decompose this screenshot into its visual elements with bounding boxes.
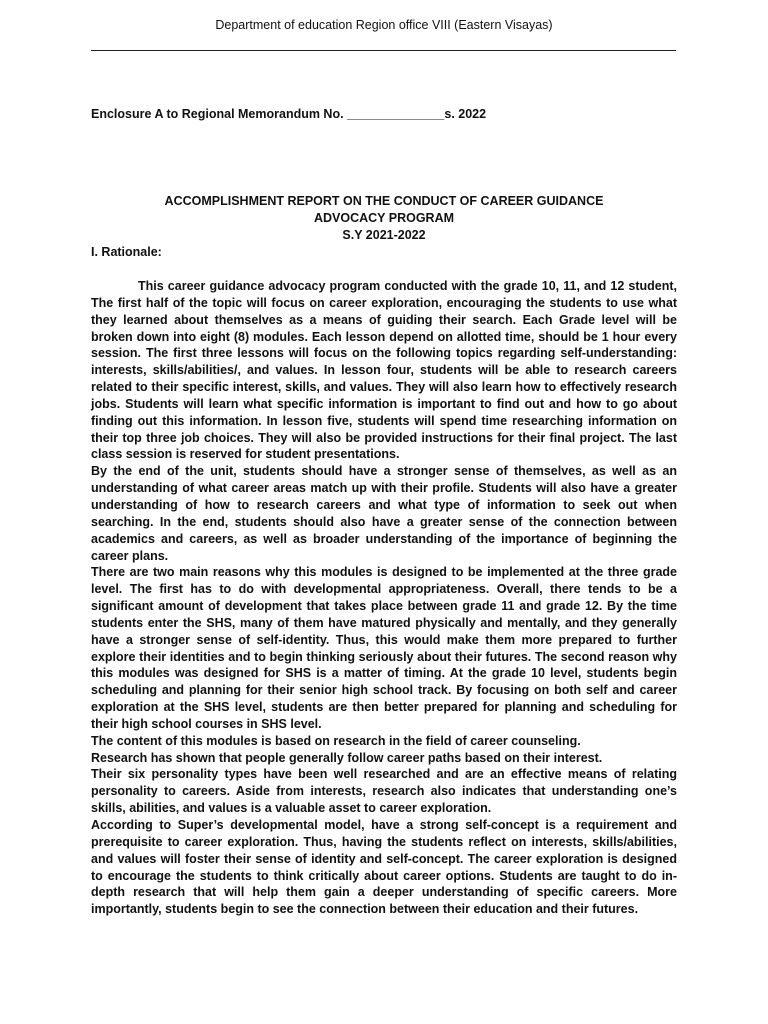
- report-title: [0, 193, 768, 244]
- section-heading-rationale: I. Rationale:: [91, 245, 162, 259]
- paragraph-4: The content of this modules is based on research in the field of career counseling.: [91, 733, 581, 748]
- office-header: Department of education Region office VIII (Eastern Visayas): [215, 18, 553, 32]
- paragraph-7: According to Super’s developmental model, have a strong self-concept is a requirement and prerequisite to career exploration. Thus, having the students reflect on interests, skills/abilities, and values will foster their sense of identity and self-concept. The career exploration is designed to encourage the students to think critically about career options. Students are taught to do in-depth research that will help them gain a deeper understanding of specific careers. More importantly, students begin to see the connection between their education and their futures.: [91, 818, 677, 917]
- paragraph-1: This career guidance advocacy program conducted with the grade 10, 11, and 12 student, The first half of the topic will focus on career exploration, encouraging the students to use what they learned about themselves as a means of guiding their search. Each Grade level will be broken down into eight (8) modules. Each lesson depend on allotted time, should be 1 hour every session. The first three lessons will focus on the following topics regarding self-understanding: interests, skills/abilities/, and values. In lesson four, students will be able to research careers related to their specific interest, skills, and values. They will also learn how to effectively research jobs. Students will learn what specific information is important to find out and how to go about finding out this information. In lesson five, students will spend time researching information on their top three job choices. They will also be provided instructions for their final project. The last class session is reserved for student presentations.: [91, 279, 677, 462]
- header-divider: [91, 50, 676, 51]
- title-line-1: ACCOMPLISHMENT REPORT ON THE CONDUCT OF CAREER GUIDANCE: [164, 194, 604, 208]
- rationale-body: [91, 278, 677, 918]
- enclosure-line: Enclosure A to Regional Memorandum No. ______________s. 2022: [91, 107, 487, 121]
- paragraph-6: Their six personality types have been well researched and are an effective means of relating personality to careers. Aside from interests, research also indicates that understanding one’s skills, abilities, and values is a valuable asset to career exploration.: [91, 767, 677, 816]
- title-line-3: S.Y 2021-2022: [342, 228, 426, 242]
- paragraph-2: By the end of the unit, students should have a stronger sense of themselves, as well as an understanding of what career areas match up with their profile. Students will also have a greater understanding of how to research careers and what type of information to seek out when searching. In the end, students should also have a greater sense of the connection between academics and careers, as well as broader understanding of the importance of beginning the career plans.: [91, 464, 677, 563]
- paragraph-3: There are two main reasons why this modules is designed to be implemented at the three grade level. The first has to do with developmental appropriateness. Overall, there tends to be a significant amount of development that takes place between grade 11 and grade 12. By the time students enter the SHS, many of them have matured physically and mentally, and they generally have a stronger sense of self-identity. Thus, this would make them more prepared to further explore their identities and to begin thinking seriously about their futures. The second reason why this modules was designed for SHS is a matter of timing. At the grade 10 level, students begin scheduling and planning for their senior high school track. By focusing on both self and career exploration at the SHS level, students are then better prepared for planning and scheduling for their high school courses in SHS level.: [91, 565, 677, 731]
- title-line-2: ADVOCACY PROGRAM: [313, 211, 455, 225]
- paragraph-5: Research has shown that people generally follow career paths based on their interest.: [91, 750, 603, 765]
